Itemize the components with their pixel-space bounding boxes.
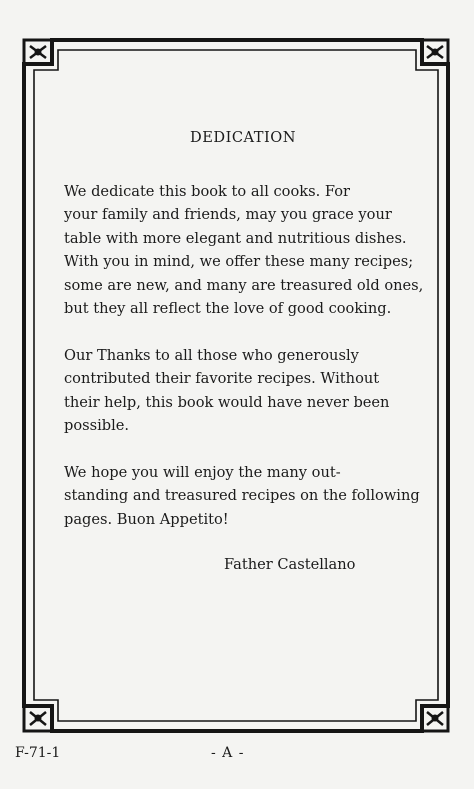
dedication-body [64,126,436,554]
paragraph-dedication: We dedicate this book to all cooks. For your family and friends, may you grace your table with more elegant and nutritious dishes. With you in mind, we offer these many recipes; some are new, and many are treasured old ones, but they all reflect the love of good cooking. [64,182,424,317]
footer-code: F-71-1 [15,745,61,761]
signature: Father Castellano [224,556,356,573]
corner-ornament-bottom-right [422,706,448,731]
corner-ornament-top-right [422,40,448,64]
corner-ornament-top-left [24,40,52,64]
paragraph-closing: We hope you will enjoy the many out- standing and treasured recipes on the following pages. Buon Appetito! [64,463,420,528]
page-title: DEDICATION [190,129,296,146]
corner-ornament-bottom-left [24,706,52,731]
paragraph-thanks: Our Thanks to all those who generously contributed their favorite recipes. Without their help, this book would have never been possible. [64,346,390,434]
page-number: - A - [211,745,245,761]
